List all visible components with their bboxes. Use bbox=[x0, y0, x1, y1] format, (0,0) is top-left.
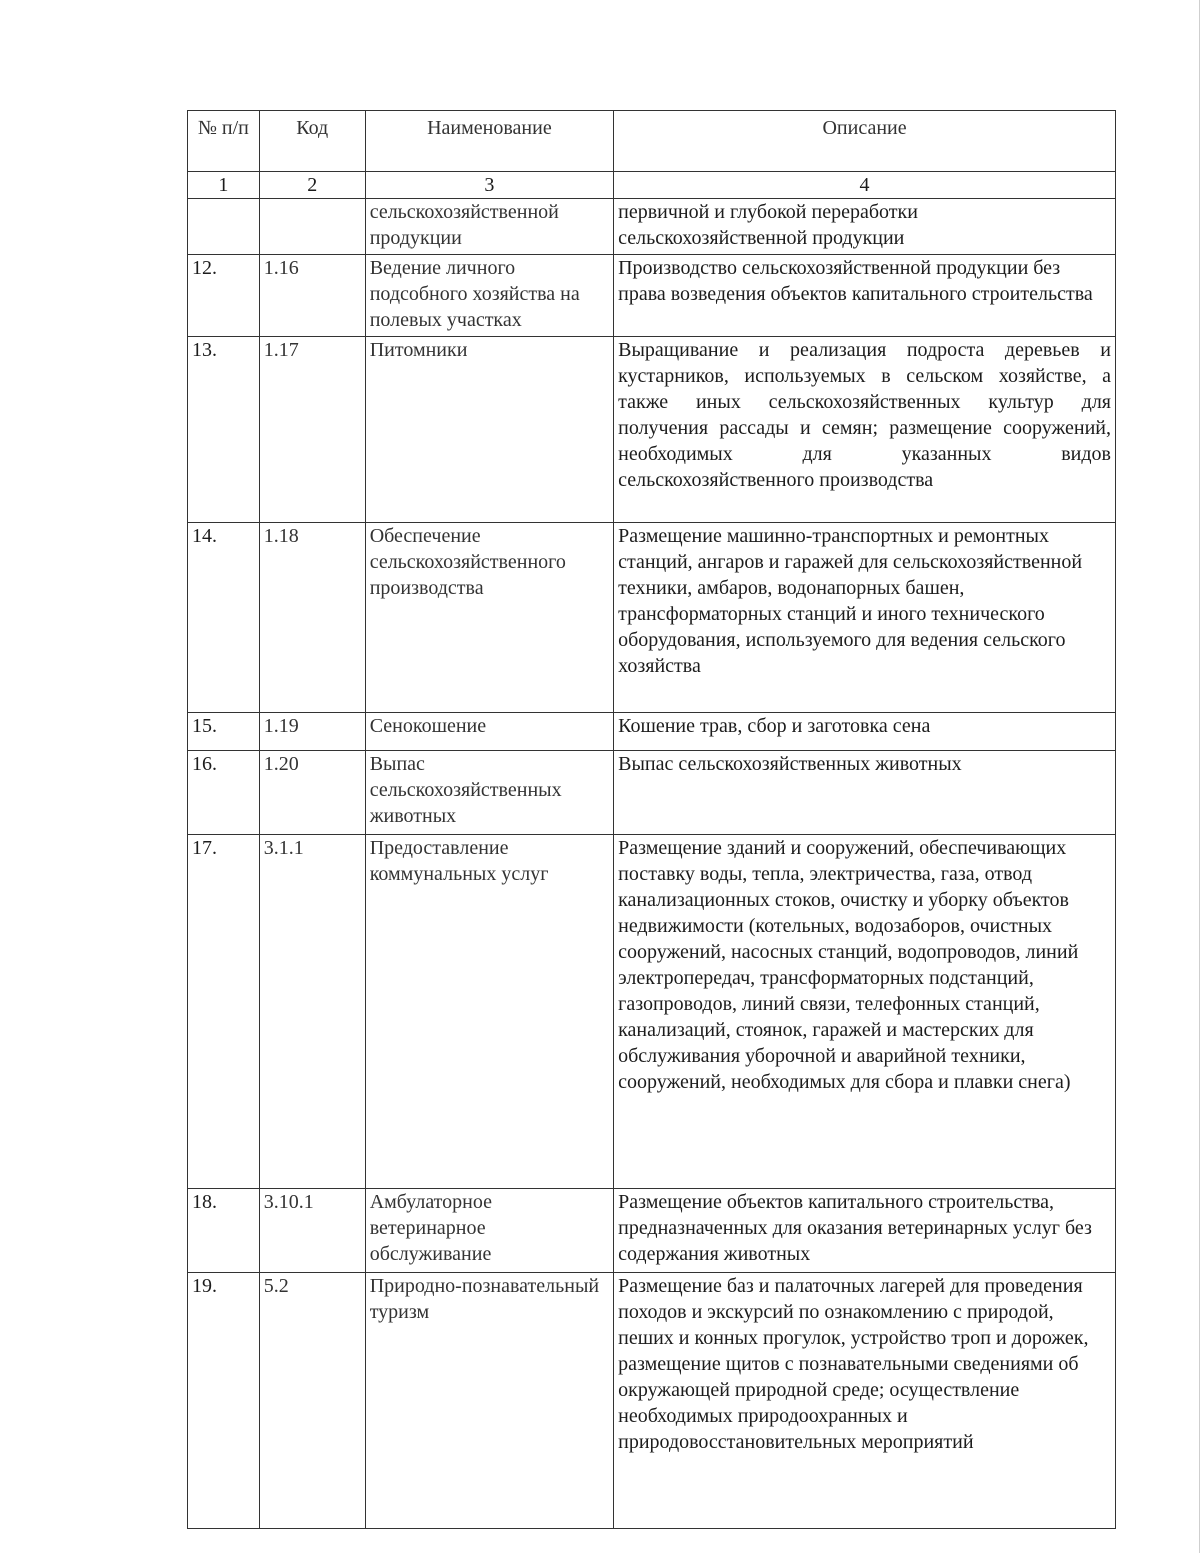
row-number: 18. bbox=[188, 1189, 260, 1273]
row-number bbox=[188, 199, 260, 255]
row-description: Выпас сельскохозяйственных животных bbox=[614, 751, 1116, 835]
table-row bbox=[188, 337, 1116, 523]
table-row bbox=[188, 1273, 1116, 1529]
row-code: 1.18 bbox=[259, 523, 365, 713]
table-row bbox=[188, 835, 1116, 1189]
table-row bbox=[188, 199, 1116, 255]
row-number: 17. bbox=[188, 835, 260, 1189]
row-code: 1.20 bbox=[259, 751, 365, 835]
header-number: № п/п bbox=[188, 111, 260, 172]
row-description: Размещение объектов капитального строительства, предназначенных для оказания ветеринарных услуг без содержания животных bbox=[614, 1189, 1116, 1273]
row-description: Размещение зданий и сооружений, обеспечивающих поставку воды, тепла, электричества, газа, отвод канализационных стоков, очистку и уборку объектов недвижимости (котельных, водозаборов, очистных сооружений, насосных станций, водопроводов, линий электропередач, трансформаторных подстанций, газопроводов, линий связи, телефонных станций, канализаций, стоянок, гаражей и мастерских для обслуживания уборочной и аварийной техники, сооружений, необходимых для сбора и плавки снега) bbox=[614, 835, 1116, 1189]
table-row bbox=[188, 751, 1116, 835]
row-code: 1.17 bbox=[259, 337, 365, 523]
row-number: 19. bbox=[188, 1273, 260, 1529]
header-description: Описание bbox=[614, 111, 1116, 172]
row-name: Ведение личного подсобного хозяйства на полевых участках bbox=[365, 255, 613, 337]
column-number-row bbox=[188, 172, 1116, 199]
column-number: 4 bbox=[614, 172, 1116, 199]
table-row bbox=[188, 1189, 1116, 1273]
row-description: Кошение трав, сбор и заготовка сена bbox=[614, 713, 1116, 751]
row-code: 5.2 bbox=[259, 1273, 365, 1529]
row-name: Питомники bbox=[365, 337, 613, 523]
row-name: Амбулаторное ветеринарное обслуживание bbox=[365, 1189, 613, 1273]
table-row bbox=[188, 523, 1116, 713]
row-code: 1.16 bbox=[259, 255, 365, 337]
row-description: Производство сельскохозяйственной продукции без права возведения объектов капитального строительства bbox=[614, 255, 1116, 337]
table-row bbox=[188, 255, 1116, 337]
table-row bbox=[188, 713, 1116, 751]
column-number: 1 bbox=[188, 172, 260, 199]
row-description: Размещение машинно-транспортных и ремонтных станций, ангаров и гаражей для сельскохозяйственной техники, амбаров, водонапорных башен, трансформаторных станций и иного технического оборудования, используемого для ведения сельского хозяйства bbox=[614, 523, 1116, 713]
land-use-table bbox=[187, 110, 1116, 1529]
row-number: 15. bbox=[188, 713, 260, 751]
header-name: Наименование bbox=[365, 111, 613, 172]
table-header-row bbox=[188, 111, 1116, 172]
column-number: 3 bbox=[365, 172, 613, 199]
row-description: Выращивание и реализация подроста деревьев и кустарников, используемых в сельском хозяйстве, а также иных сельскохозяйственных культур для получения рассады и семян; размещение сооружений, необходимых для указанных видов сельскохозяйственного производства bbox=[614, 337, 1116, 523]
row-code: 3.10.1 bbox=[259, 1189, 365, 1273]
header-code: Код bbox=[259, 111, 365, 172]
row-description: первичной и глубокой переработки сельскохозяйственной продукции bbox=[614, 199, 1116, 255]
row-name: Обеспечение сельскохозяйственного производства bbox=[365, 523, 613, 713]
row-code bbox=[259, 199, 365, 255]
row-number: 14. bbox=[188, 523, 260, 713]
column-number: 2 bbox=[259, 172, 365, 199]
row-name: сельскохозяйственной продукции bbox=[365, 199, 613, 255]
row-code: 3.1.1 bbox=[259, 835, 365, 1189]
row-name: Природно-познавательный туризм bbox=[365, 1273, 613, 1529]
row-name: Выпас сельскохозяйственных животных bbox=[365, 751, 613, 835]
row-description: Размещение баз и палаточных лагерей для проведения походов и экскурсий по ознакомлению с природой, пеших и конных прогулок, устройство троп и дорожек, размещение щитов с познавательными сведениями об окружающей природной среде; осуществление необходимых природоохранных и природовосстановительных мероприятий bbox=[614, 1273, 1116, 1529]
row-name: Сенокошение bbox=[365, 713, 613, 751]
row-number: 12. bbox=[188, 255, 260, 337]
row-name: Предоставление коммунальных услуг bbox=[365, 835, 613, 1189]
row-number: 13. bbox=[188, 337, 260, 523]
row-number: 16. bbox=[188, 751, 260, 835]
row-code: 1.19 bbox=[259, 713, 365, 751]
